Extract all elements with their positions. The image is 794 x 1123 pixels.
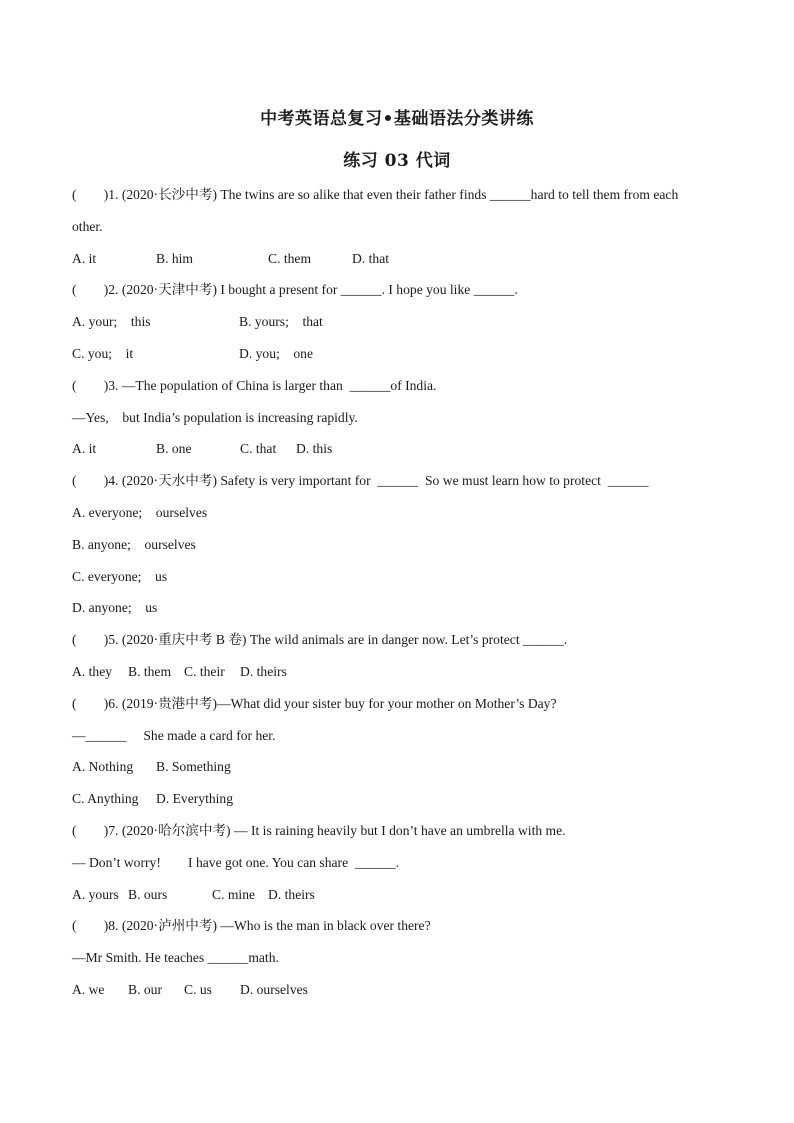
question-8-stem: ( )8. (2020·泸州中考) —Who is the man in black over there? <box>72 918 431 934</box>
question-2-option-b: B. yours; that <box>239 314 323 330</box>
question-7-stem: ( )7. (2020·哈尔滨中考) — It is raining heavily but I don’t have an umbrella with me. <box>72 822 566 838</box>
question-6-options-row-2 <box>72 788 726 820</box>
question-3-option-b: B. one <box>156 441 192 457</box>
question-6-options-row-1 <box>72 756 726 788</box>
question-5-option-c: C. their <box>184 663 225 679</box>
question-3-stem-continued: —Yes, but India’s population is increasing rapidly. <box>72 409 358 425</box>
question-1-option-a: A. it <box>72 250 97 266</box>
question-6-option-a: A. Nothing <box>72 759 134 775</box>
question-1-stem: ( )1. (2020·长沙中考) The twins are so alike that even their father finds ______hard to tell them from each <box>72 187 679 202</box>
question-2-options-row-1 <box>72 311 726 343</box>
question-3-option-a: A. it <box>72 441 97 457</box>
worksheet-subtitle: 练习 03 代词 <box>343 151 451 171</box>
question-5-option-a: A. they <box>72 663 113 679</box>
question-1-option-c: C. them <box>268 250 312 266</box>
question-7-stem-continued: — Don’t worry! I have got one. You can share ______. <box>72 854 400 870</box>
question-7-option-d: D. theirs <box>268 886 315 902</box>
question-4-option-b: B. anyone; ourselves <box>72 536 196 552</box>
question-6-stem-continued: —______ She made a card for her. <box>72 727 276 743</box>
question-8-options <box>72 979 726 1011</box>
question-6-option-c: C. Anything <box>72 791 139 807</box>
question-6-stem: ( )6. (2019·贵港中考)—What did your sister buy for your mother on Mother’s Day? <box>72 695 557 711</box>
worksheet-title: 中考英语总复习•基础语法分类讲练 <box>260 109 534 129</box>
question-4-option-c: C. everyone; us <box>72 568 168 584</box>
question-7-option-a: A. yours <box>72 886 119 902</box>
question-8-stem-continued: —Mr Smith. He teaches ______math. <box>72 950 279 966</box>
question-list <box>72 184 726 1011</box>
question-2-options-row-2 <box>72 343 726 375</box>
question-8-option-c: C. us <box>184 981 212 997</box>
question-8-option-d: D. ourselves <box>240 981 308 997</box>
question-4-option-d: D. anyone; us <box>72 600 158 616</box>
question-2-option-d: D. you; one <box>239 345 314 361</box>
question-1-option-d: D. that <box>352 250 389 266</box>
question-3-stem: ( )3. —The population of China is larger than ______of India. <box>72 377 437 393</box>
question-3-option-d: D. this <box>296 441 333 457</box>
question-2-stem: ( )2. (2020·天津中考) I bought a present for ______. I hope you like ______. <box>72 282 518 298</box>
question-8-option-a: A. we <box>72 981 105 997</box>
question-2-option-a: A. your; this <box>72 314 151 330</box>
question-3-options <box>72 438 726 470</box>
question-4-option-a: A. everyone; ourselves <box>72 504 208 520</box>
question-1-option-b: B. him <box>156 250 194 266</box>
question-5-stem: ( )5. (2020·重庆中考 B 卷) The wild animals are in danger now. Let’s protect ______. <box>72 632 568 648</box>
question-1-stem-continued: other. <box>72 218 103 234</box>
question-5-option-b: B. them <box>128 663 172 679</box>
question-5-option-d: D. theirs <box>240 663 287 679</box>
question-6-option-b: B. Something <box>156 759 231 775</box>
question-3-option-c: C. that <box>240 441 277 457</box>
question-7-options <box>72 884 726 916</box>
question-7-option-b: B. ours <box>128 886 168 902</box>
question-5-options <box>72 661 726 693</box>
question-6-option-d: D. Everything <box>156 791 234 807</box>
question-8-option-b: B. our <box>128 981 162 997</box>
question-4-stem: ( )4. (2020·天水中考) Safety is very important for ______ So we must learn how to protect ______ <box>72 473 649 489</box>
question-7-option-c: C. mine <box>212 886 256 902</box>
question-1-options <box>72 248 726 280</box>
question-2-option-c: C. you; it <box>72 345 134 361</box>
